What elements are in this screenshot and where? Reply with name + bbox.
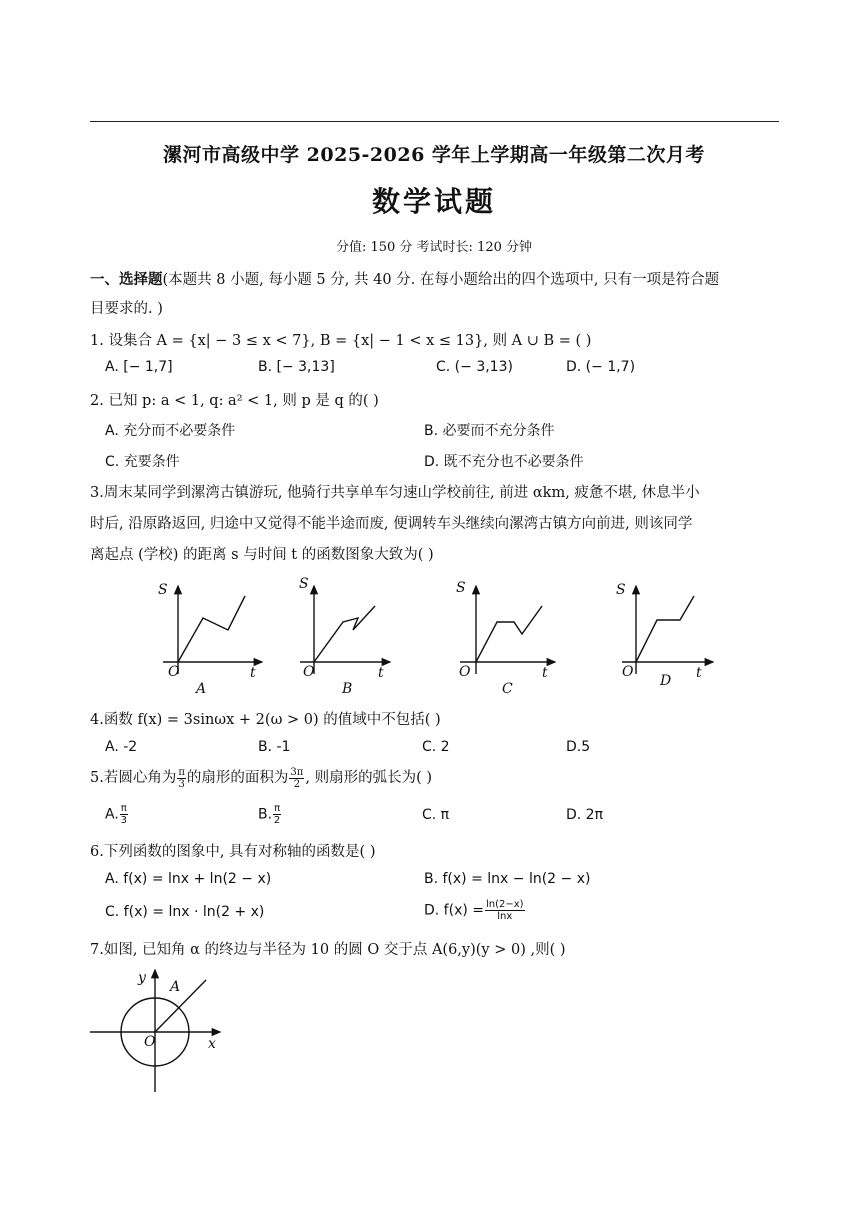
q3-graphs xyxy=(0,572,868,702)
q6-option-d xyxy=(424,899,526,922)
q2-option-b: B. 必要而不充分条件 xyxy=(424,423,555,439)
q5-stem-a: 5.若圆心角为 xyxy=(90,770,177,786)
graph-c-axis-t: t xyxy=(542,665,548,681)
q6-option-a: A. f(x) = lnx + ln(2 − x) xyxy=(105,871,272,887)
q1-stem: 1. 设集合 A = {x| − 3 ≤ x < 7}, B = {x| − 1 < x ≤ 13}, 则 A ∪ B = ( ) xyxy=(90,333,592,349)
graph-d-axis-t: t xyxy=(696,665,702,681)
q1-option-a: A. [− 1,7] xyxy=(105,359,173,375)
q6-option-d-label: D. f(x) = xyxy=(424,902,484,919)
q7-label-a: A xyxy=(170,979,181,995)
q4-stem: 4.函数 f(x) = 3sinωx + 2(ω > 0) 的值域中不包括( ) xyxy=(90,712,441,728)
q6-option-c: C. f(x) = lnx · ln(2 + x) xyxy=(105,904,265,920)
q5-frac-angle xyxy=(177,767,186,790)
section1-heading xyxy=(90,268,719,289)
q6-option-d-den: lnx xyxy=(497,911,513,922)
section1-desc-a: (本题共 8 小题, 每小题 5 分, 共 40 分. 在每小题给出的四个选项中, 只有一项是符合题 xyxy=(162,272,720,288)
q5-frac-angle-num: π xyxy=(178,766,185,778)
graph-c xyxy=(460,586,555,674)
header-rule xyxy=(90,121,779,122)
graph-a-axis-t: t xyxy=(250,665,256,681)
subject-title: 数学试题 xyxy=(371,185,496,218)
q6-stem: 6.下列函数的图象中, 具有对称轴的函数是( ) xyxy=(90,844,376,860)
q5-option-b-label: B. xyxy=(258,806,273,823)
graph-a-axis-s: S xyxy=(158,582,168,598)
graph-b-origin: O xyxy=(303,664,315,680)
q5-stem-c: , 则扇形的弧长为( ) xyxy=(305,770,433,786)
exam-title: 漯河市高级中学 2025-2026 学年上学期高一年级第二次月考 xyxy=(163,144,705,166)
q6-option-b: B. f(x) = lnx − ln(2 − x) xyxy=(424,871,591,887)
q7-label-o: O xyxy=(144,1034,156,1050)
q1-option-c: C. (− 3,13) xyxy=(436,359,513,375)
q6-option-d-frac xyxy=(485,899,525,922)
q5-stem xyxy=(90,766,432,790)
q5-option-d: D. 2π xyxy=(566,807,604,823)
q7-label-x: x xyxy=(208,1036,216,1052)
graph-c-origin: O xyxy=(459,664,471,680)
graph-b-axis-s: S xyxy=(299,576,309,592)
q5-frac-angle-den: 3 xyxy=(178,778,185,790)
graph-c-label: C xyxy=(502,681,513,697)
q4-option-d: D.5 xyxy=(566,739,591,755)
q4-option-a: A. -2 xyxy=(105,739,138,755)
q2-option-c: C. 充要条件 xyxy=(105,454,180,470)
q7-label-y: y xyxy=(138,970,146,986)
q2-option-d: D. 既不充分也不必要条件 xyxy=(424,454,584,470)
exam-meta: 分值: 150 分 考试时长: 120 分钟 xyxy=(335,240,533,255)
q5-option-a-label: A. xyxy=(105,806,119,823)
graph-a-origin: O xyxy=(168,664,180,680)
q5-stem-b: 的扇形的面积为 xyxy=(186,770,289,786)
graph-d xyxy=(622,586,713,674)
section1-title: 一、选择题 xyxy=(90,271,163,288)
graph-a-label: A xyxy=(196,681,207,697)
q5-option-a-frac xyxy=(120,803,128,826)
graph-d-label: D xyxy=(660,673,672,689)
q3-line2: 时后, 沿原路返回, 归途中又觉得不能半途而废, 便调转车头继续向漯湾古镇方向前进, 则该同学 xyxy=(90,516,693,532)
q5-frac-area-num: 3π xyxy=(290,766,304,778)
q5-option-c: C. π xyxy=(422,807,450,823)
q5-option-a xyxy=(105,803,129,826)
q4-option-c: C. 2 xyxy=(422,739,450,755)
q1-option-b: B. [− 3,13] xyxy=(258,359,335,375)
graph-c-axis-s: S xyxy=(456,580,466,596)
q2-option-a: A. 充分而不必要条件 xyxy=(105,423,236,439)
graph-a xyxy=(163,586,262,674)
q5-frac-area xyxy=(289,767,304,790)
q6-option-d-num: ln(2−x) xyxy=(486,899,524,910)
q3-line1: 3.周末某同学到漯湾古镇游玩, 他骑行共享单车匀速山学校前往, 前进 αkm, 疲惫不堪, 休息半小 xyxy=(90,485,700,501)
q5-option-b-den: 2 xyxy=(273,815,281,826)
q2-stem: 2. 已知 p: a < 1, q: a² < 1, 则 p 是 q 的( ) xyxy=(90,393,379,409)
q7-terminal-side xyxy=(155,980,206,1032)
q1-option-d: D. (− 1,7) xyxy=(566,359,636,375)
q4-option-b: B. -1 xyxy=(258,739,291,755)
graph-b xyxy=(300,586,390,674)
q5-option-a-num: π xyxy=(120,803,127,814)
q7-stem: 7.如图, 已知角 α 的终边与半径为 10 的圆 O 交于点 A(6,y)(y > 0) ,则( ) xyxy=(90,942,566,958)
q5-option-b xyxy=(258,803,282,826)
graph-d-origin: O xyxy=(622,664,634,680)
graph-b-axis-t: t xyxy=(378,665,384,681)
q5-frac-area-den: 2 xyxy=(293,778,301,790)
q5-option-b-frac xyxy=(273,803,281,826)
q3-line3: 离起点 (学校) 的距离 s 与时间 t 的函数图象大致为( ) xyxy=(90,547,434,563)
graph-b-label: B xyxy=(342,681,353,697)
graph-d-axis-s: S xyxy=(616,582,626,598)
q7-figure xyxy=(88,966,248,1096)
q5-option-b-num: π xyxy=(274,803,281,814)
section1-desc-b: 目要求的. ) xyxy=(90,301,163,317)
q5-option-a-den: 3 xyxy=(120,815,127,826)
